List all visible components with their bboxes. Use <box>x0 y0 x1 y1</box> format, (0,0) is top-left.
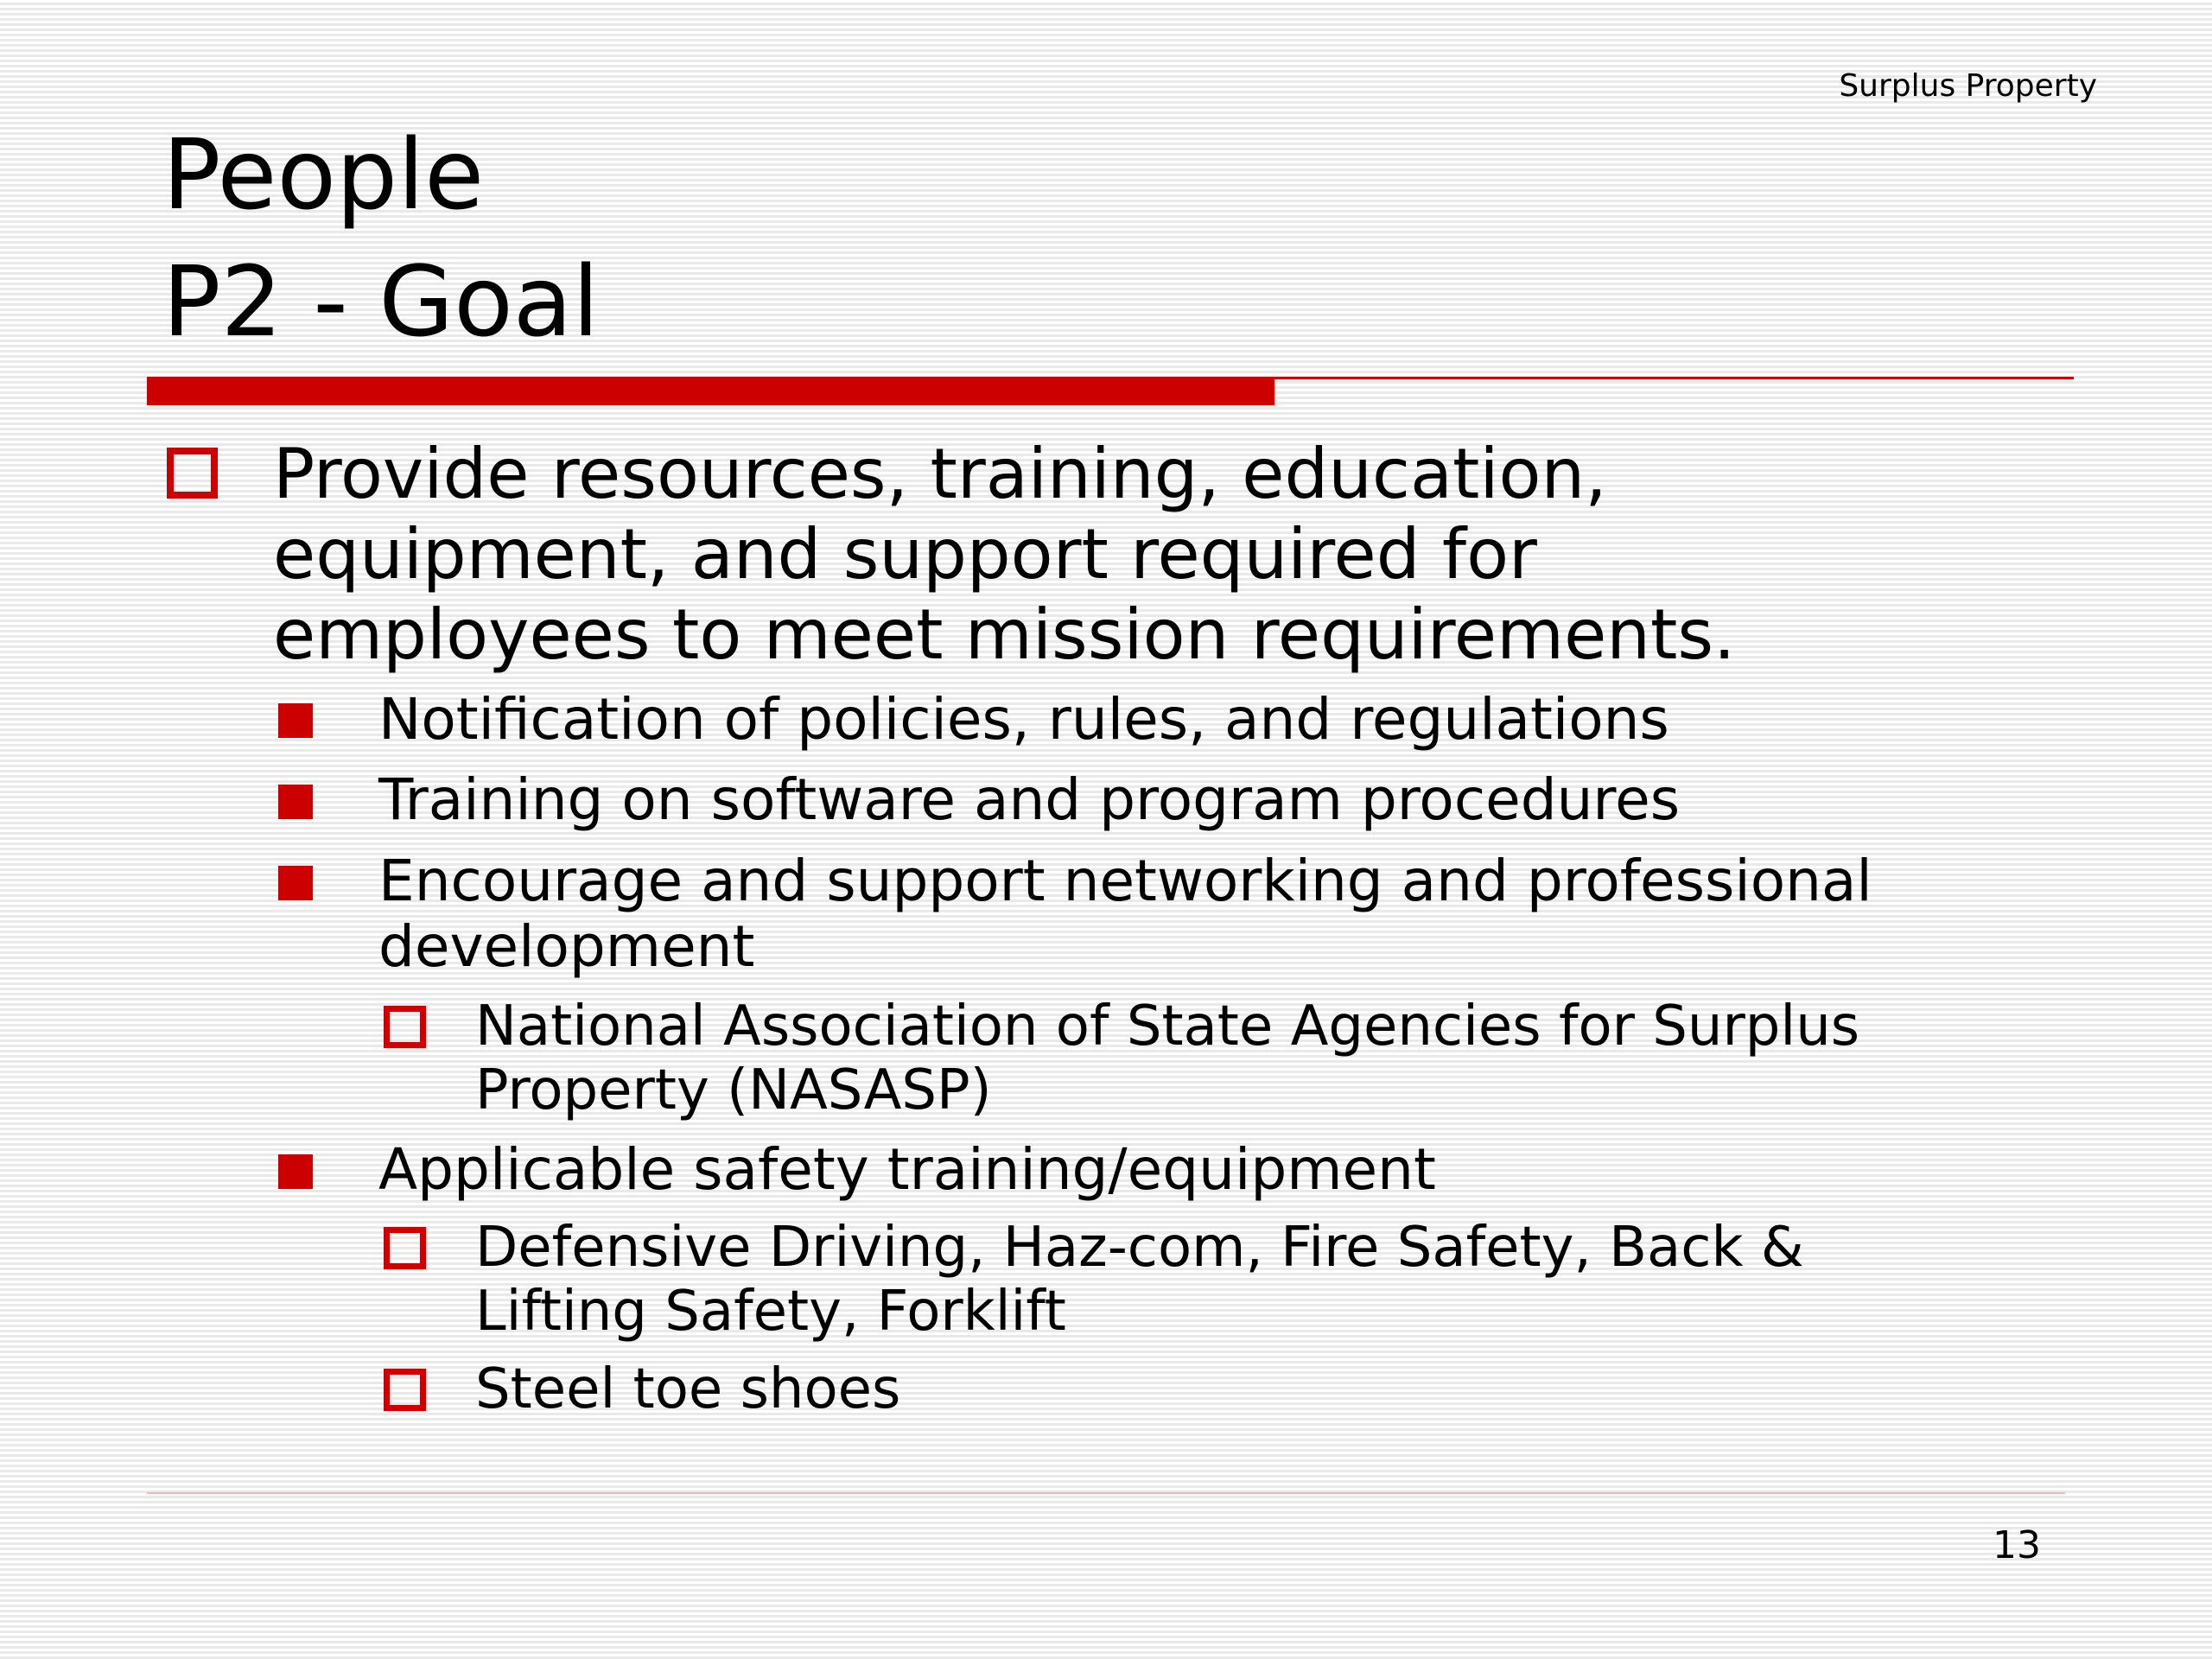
filled-square-bullet-icon <box>278 1154 313 1189</box>
main-bullet-line-1: Provide resources, training, education, <box>273 434 1607 514</box>
subsub-bullet-text: Steel toe shoes <box>475 1357 901 1421</box>
title-divider-thick <box>147 377 1274 405</box>
subsub-bullet-text <box>475 995 1859 1122</box>
filled-square-bullet-icon <box>278 703 313 738</box>
sub-bullet-text: Training on software and program procedures <box>378 766 1681 833</box>
hollow-square-bullet-icon <box>384 1227 426 1269</box>
header-label: Surplus Property <box>1839 68 2097 104</box>
slide-number: 13 <box>1993 1523 2041 1567</box>
subsub-bullet-line-1: National Association of State Agencies for Surplus <box>475 995 1860 1058</box>
filled-square-bullet-icon <box>278 785 313 819</box>
main-bullet-text <box>273 434 1735 675</box>
main-bullet-line-3: employees to meet mission requirements. <box>273 594 1736 675</box>
title-line-1: People <box>162 119 485 232</box>
hollow-square-bullet-icon <box>384 1369 426 1411</box>
main-bullet-line-2: equipment, and support required for <box>273 514 1537 594</box>
hollow-square-bullet-icon <box>384 1006 426 1048</box>
subsub-bullet-text <box>475 1216 1804 1344</box>
title-line-2: P2 - Goal <box>162 246 600 359</box>
sub-bullet-text: Notification of policies, rules, and regulations <box>378 686 1669 753</box>
slide-title <box>162 112 599 366</box>
subsub-bullet-line-2: Property (NASASP) <box>475 1058 992 1122</box>
sub-bullet-line-2: development <box>378 913 755 980</box>
hollow-square-bullet-icon <box>167 448 218 499</box>
sub-bullet-text: Applicable safety training/equipment <box>378 1136 1436 1203</box>
footer-divider <box>147 1492 2065 1494</box>
filled-square-bullet-icon <box>278 866 313 900</box>
sub-bullet-text <box>378 849 1872 980</box>
subsub-bullet-line-1: Defensive Driving, Haz-com, Fire Safety, Back & <box>475 1216 1804 1280</box>
subsub-bullet-line-2: Lifting Safety, Forklift <box>475 1280 1066 1344</box>
sub-bullet-line-1: Encourage and support networking and professional <box>378 848 1872 914</box>
